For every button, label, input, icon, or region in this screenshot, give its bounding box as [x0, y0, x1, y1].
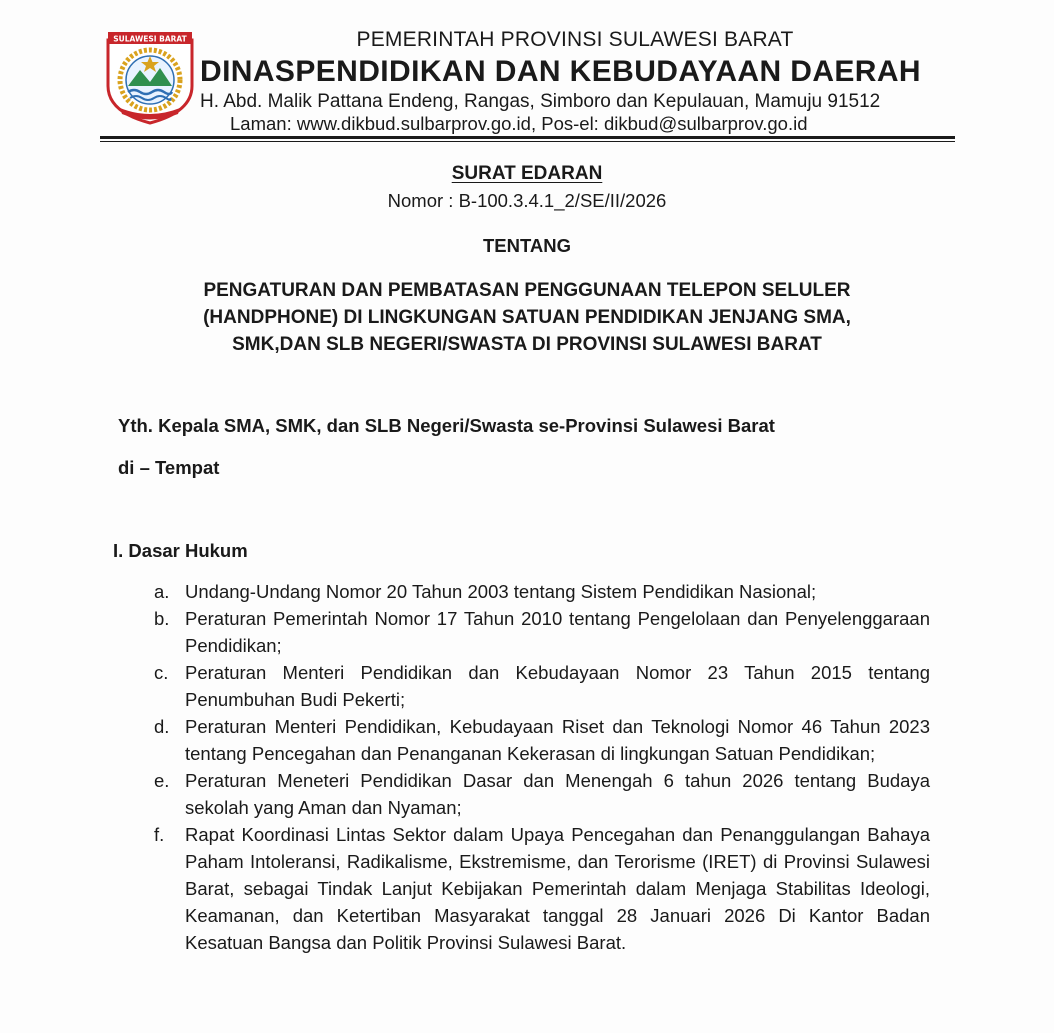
list-item-text: Peraturan Meneteri Pendidikan Dasar dan Menengah 6 tahun 2026 tentang Budaya sekolah yang Aman dan Nyaman;	[185, 770, 930, 818]
sulawesi-barat-emblem-icon	[100, 26, 200, 126]
list-item	[118, 578, 930, 605]
document-number: Nomor : B-100.3.4.1_2/SE/II/2026	[387, 190, 667, 211]
agency-contact: Laman: www.dikbud.sulbarprov.go.id, Pos-el: dikbud@sulbarprov.go.id	[230, 113, 808, 134]
list-item	[118, 713, 930, 767]
document-type	[0, 163, 1054, 185]
list-item-letter: f.	[154, 824, 165, 845]
list-item-letter: e.	[154, 770, 170, 791]
list-item-text: Peraturan Menteri Pendidikan, Kebudayaan Riset dan Teknologi Nomor 46 Tahun 2023 tentang Pencegahan dan Penanganan Kekerasan di lingkungan Satuan Pendidikan;	[185, 716, 930, 764]
addressee-place: di – Tempat	[118, 457, 220, 478]
list-item-text: Peraturan Menteri Pendidikan dan Kebudayaan Nomor 23 Tahun 2015 tentang Penumbuhan Budi Pekerti;	[185, 662, 930, 710]
document-subject	[0, 277, 1054, 358]
about-heading: TENTANG	[482, 235, 572, 256]
list-item-text: Peraturan Pemerintah Nomor 17 Tahun 2010 tentang Pengelolaan dan Penyelenggaraan Pendidikan;	[185, 608, 930, 656]
list-item-letter: a.	[154, 581, 170, 602]
letterhead-divider-thin	[100, 141, 955, 142]
list-item-letter: b.	[154, 608, 170, 629]
list-item-letter: d.	[154, 716, 170, 737]
subject-line-1: PENGATURAN DAN PEMBATASAN PENGGUNAAN TELEPON SELULER	[203, 280, 851, 301]
list-item-letter: c.	[154, 662, 169, 683]
list-item	[118, 659, 930, 713]
list-item	[118, 605, 930, 659]
addressee-recipient: Yth. Kepala SMA, SMK, dan SLB Negeri/Swasta se-Provinsi Sulawesi Barat	[118, 415, 775, 436]
subject-line-2: (HANDPHONE) DI LINGKUNGAN SATUAN PENDIDIKAN JENJANG SMA,	[203, 307, 851, 328]
list-item-text: Rapat Koordinasi Lintas Sektor dalam Upaya Pencegahan dan Penanggulangan Bahaya Paham Intoleransi, Radikalisme, Ekstremisme, dan Terorisme (IRET) di Provinsi Sulawesi Barat, sebagai Tindak Lanjut Kebijakan Pemerintah dalam Menjaga Stabilitas Ideologi, Keamanan, dan Ketertiban Masyarakat tanggal 28 Januari 2026 Di Kantor Badan Kesatuan Bangsa dan Politik Provinsi Sulawesi Barat.	[185, 824, 930, 953]
agency-name: DINASPENDIDIKAN DAN KEBUDAYAAN DAERAH	[200, 55, 921, 88]
document-type-label: SURAT EDARAN	[451, 163, 603, 184]
section-title-legal-basis: I. Dasar Hukum	[113, 540, 248, 561]
letterhead-divider	[100, 136, 955, 139]
legal-basis-list	[118, 578, 930, 956]
list-item	[118, 767, 930, 821]
agency-address: H. Abd. Malik Pattana Endeng, Rangas, Simboro dan Kepulauan, Mamuju 91512	[200, 91, 881, 112]
list-item	[118, 821, 930, 956]
list-item-text: Undang-Undang Nomor 20 Tahun 2003 tentang Sistem Pendidikan Nasional;	[185, 581, 817, 602]
government-name: PEMERINTAH PROVINSI SULAWESI BARAT	[356, 28, 794, 51]
emblem-banner-text: SULAWESI BARAT	[113, 34, 187, 44]
subject-line-3: SMK,DAN SLB NEGERI/SWASTA DI PROVINSI SULAWESI BARAT	[232, 334, 822, 355]
